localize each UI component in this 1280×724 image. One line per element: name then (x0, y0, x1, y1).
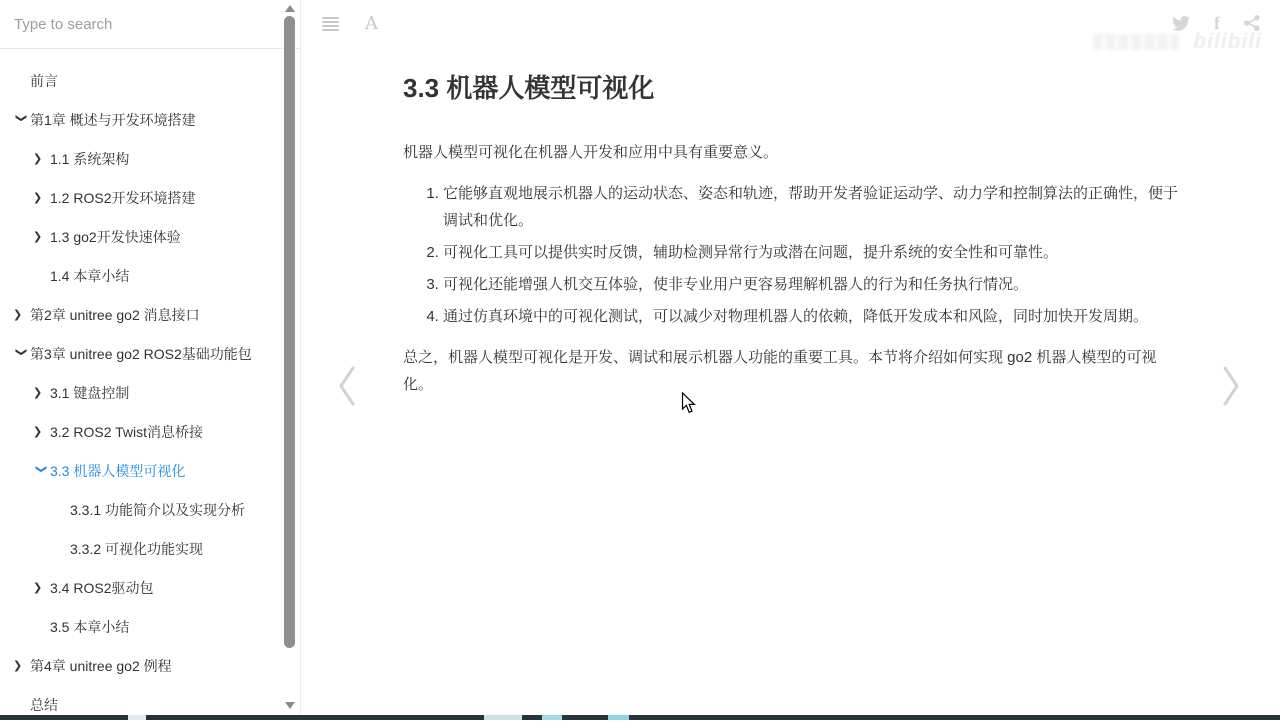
progress-segment (608, 715, 629, 720)
video-progress-bar[interactable] (0, 715, 1280, 720)
sidebar-item[interactable] (0, 217, 300, 256)
sidebar-scrollbar[interactable] (283, 0, 296, 715)
sidebar-item-label: 3.3.2 可视化功能实现 (70, 539, 203, 559)
sidebar-item[interactable] (0, 607, 300, 646)
chevron-right-icon[interactable]: ❯ (33, 230, 50, 243)
sidebar-item[interactable] (0, 256, 300, 295)
chevron-down-icon[interactable]: ❯ (35, 465, 48, 482)
sidebar-item[interactable] (0, 490, 300, 529)
sidebar-item-label: 第1章 概述与开发环境搭建 (30, 110, 196, 130)
sidebar-item[interactable] (0, 568, 300, 607)
main-content-area (302, 0, 1280, 715)
conclusion-paragraph: 总之，机器人模型可视化是开发、调试和展示机器人功能的重要工具。本节将介绍如何实现 go2 机器人模型的可视化。 (403, 344, 1181, 398)
chevron-down-icon[interactable]: ❯ (15, 348, 28, 365)
page-content (403, 0, 1181, 412)
sidebar-item-label: 第3章 unitree go2 ROS2基础功能包 (30, 344, 252, 364)
sidebar-item-label: 1.4 本章小结 (50, 266, 129, 286)
sidebar-item[interactable] (0, 334, 300, 373)
sidebar-item-label: 1.2 ROS2开发环境搭建 (50, 188, 195, 208)
chevron-right-icon[interactable]: ❯ (13, 659, 30, 672)
sidebar-item-label: 总结 (30, 695, 58, 715)
search-box (0, 0, 300, 49)
search-input[interactable] (14, 16, 264, 33)
bilibili-logo: bilibili (1193, 30, 1262, 54)
sidebar-item[interactable] (0, 451, 300, 490)
prev-page-button[interactable] (334, 358, 360, 414)
toolbar (322, 15, 378, 33)
intro-paragraph: 机器人模型可视化在机器人开发和应用中具有重要意义。 (403, 139, 1181, 166)
font-settings-icon[interactable]: A (365, 15, 378, 33)
list-item: 4. 通过仿真环境中的可视化测试，可以减少对物理机器人的依赖，降低开发成本和风险，同时加快开发周期。 (443, 303, 1181, 330)
list-item: 2. 可视化工具可以提供实时反馈，辅助检测异常行为或潜在问题，提升系统的安全性和可靠性。 (443, 239, 1181, 266)
sidebar-item[interactable] (0, 100, 300, 139)
share-icon[interactable] (1244, 15, 1260, 31)
chevron-right-icon[interactable]: ❯ (33, 386, 50, 399)
sidebar-item-label: 第2章 unitree go2 消息接口 (30, 305, 200, 325)
sidebar-item-label: 1.1 系统架构 (50, 149, 129, 169)
sidebar-item[interactable] (0, 412, 300, 451)
sidebar-item-label: 3.1 键盘控制 (50, 383, 129, 403)
sidebar-item-label: 3.2 ROS2 Twist消息桥接 (50, 422, 203, 442)
sidebar-item-label: 前言 (30, 71, 58, 91)
sidebar-item-label: 第4章 unitree go2 例程 (30, 656, 172, 676)
sidebar-item[interactable] (0, 61, 300, 100)
scroll-down-icon[interactable] (285, 702, 295, 709)
chevron-right-icon[interactable]: ❯ (33, 581, 50, 594)
chevron-down-icon[interactable]: ❯ (15, 114, 28, 131)
sidebar-item-label: 3.3.1 功能简介以及实现分析 (70, 500, 245, 520)
benefits-list (403, 180, 1181, 330)
scroll-up-icon[interactable] (285, 5, 295, 12)
list-item: 3. 可视化还能增强人机交互体验，使非专业用户更容易理解机器人的行为和任务执行情况。 (443, 271, 1181, 298)
progress-segment (484, 715, 522, 720)
sidebar-item[interactable] (0, 373, 300, 412)
sidebar-item-label: 3.4 ROS2驱动包 (50, 578, 153, 598)
next-page-button[interactable] (1218, 358, 1244, 414)
sidebar-item-label: 3.3 机器人模型可视化 (50, 461, 185, 481)
chevron-right-icon[interactable]: ❯ (33, 152, 50, 165)
sidebar-item-label: 1.3 go2开发快速体验 (50, 227, 181, 247)
sidebar-item[interactable] (0, 295, 300, 334)
scrollbar-thumb[interactable] (284, 16, 295, 648)
list-item: 1. 它能够直观地展示机器人的运动状态、姿态和轨迹，帮助开发者验证运动学、动力学和控制算法的正确性，便于调试和优化。 (443, 180, 1181, 234)
sidebar-nav (0, 49, 300, 724)
chevron-right-icon[interactable]: ❯ (33, 425, 50, 438)
sidebar-item[interactable] (0, 139, 300, 178)
sidebar (0, 0, 301, 715)
chevron-right-icon[interactable]: ❯ (13, 308, 30, 321)
sidebar-item[interactable] (0, 178, 300, 217)
page-title: 3.3 机器人模型可视化 (403, 68, 1181, 105)
facebook-icon[interactable]: f (1214, 14, 1220, 32)
chevron-right-icon[interactable]: ❯ (33, 191, 50, 204)
menu-toggle-icon[interactable] (322, 17, 339, 32)
sidebar-item[interactable] (0, 529, 300, 568)
progress-segment (128, 715, 146, 720)
sidebar-item-label: 3.5 本章小结 (50, 617, 129, 637)
progress-segment (542, 715, 562, 720)
sidebar-item[interactable] (0, 646, 300, 685)
share-buttons (1172, 14, 1260, 32)
